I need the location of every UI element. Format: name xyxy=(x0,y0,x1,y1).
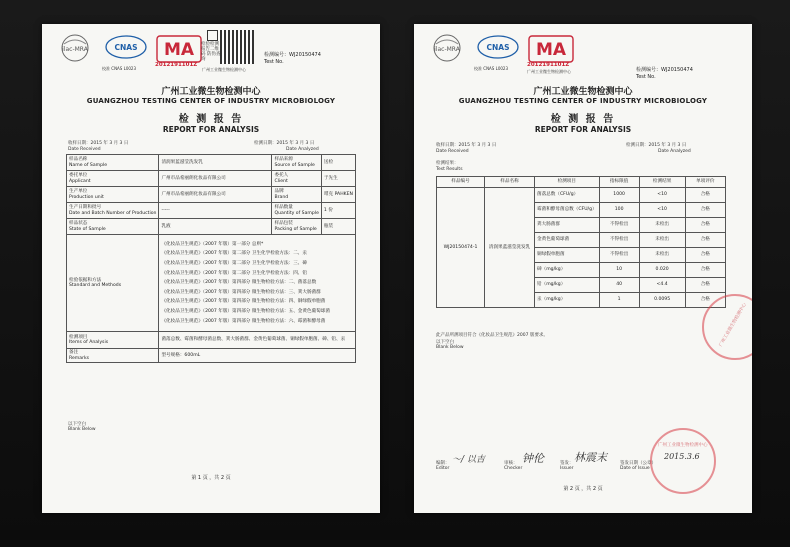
results-row xyxy=(437,188,726,203)
field-label xyxy=(67,187,159,203)
result-limit: 1000 xyxy=(599,188,639,203)
field-label-2-en: Source of Sample xyxy=(274,162,315,168)
field-label-2-cn: 样品包装 xyxy=(274,221,293,227)
blank-below-cn: 以下空白 xyxy=(68,422,86,427)
subtitle-en: REPORT FOR ANALYSIS xyxy=(162,125,260,134)
field-value: 广州市品希丽朗化妆品有限公司 xyxy=(159,187,272,203)
date-received-value: 2015 年 3 月 3 日 xyxy=(90,141,129,146)
results-header-cell: 指标限值 xyxy=(599,177,639,188)
result-eval: 合格 xyxy=(685,248,725,263)
date-analyzed-label: 检测日期： xyxy=(626,143,649,148)
result-item: 金黄色葡萄球菌 xyxy=(535,233,600,248)
report-page-2 xyxy=(414,24,752,513)
result-limit: 不得检出 xyxy=(599,233,639,248)
blank-below-en: Blank Below xyxy=(436,345,464,350)
qr-code xyxy=(220,30,254,64)
result-item: 铅（mg/kg） xyxy=(535,278,600,293)
date-analyzed-value: 2015 年 3 月 3 日 xyxy=(276,141,315,146)
field-value: 乳液 xyxy=(159,219,272,235)
sample-info-table xyxy=(66,154,356,363)
standards-list xyxy=(159,235,356,332)
report-number: WJ20150474 xyxy=(289,52,321,58)
standard-item: 《化妆品卫生规范》（2007 年版）第四部分 微生物检验方法：三、粪大肠菌群 xyxy=(161,289,321,295)
official-seal-text: 广州工业微生物检测中心 xyxy=(658,443,708,448)
result-limit: 不得检出 xyxy=(599,248,639,263)
result-item: 铜绿假单胞菌 xyxy=(535,248,600,263)
field-label-2-cn: 样品数量 xyxy=(274,205,293,211)
date-received-label: 收样日期： xyxy=(436,143,459,148)
standard-item: 《化妆品卫生规范》（2007 年版）第四部分 微生物检验方法：二、菌落总数 xyxy=(161,280,317,286)
result-result: 0.0095 xyxy=(639,293,685,308)
date-received-en: Date Received xyxy=(436,149,469,154)
result-result: 0.020 xyxy=(639,263,685,278)
issuer-label-cn: 签发： xyxy=(560,461,574,466)
field-label-2-cn: 样品来源 xyxy=(274,157,293,163)
date-analyzed-label: 检测日期： xyxy=(254,141,277,146)
checker-signature: 钟伦 xyxy=(522,452,544,465)
title-en: GUANGZHOU TESTING CENTER OF INDUSTRY MICROBIOLOGY xyxy=(86,97,336,105)
field-label-2 xyxy=(272,219,321,235)
cnas-logo xyxy=(476,34,520,64)
cnas-logo-text: CNAS xyxy=(114,43,138,52)
ma-caption: 广州工业微生物检测中心 xyxy=(527,69,571,74)
field-label-2-en: Brand xyxy=(274,194,289,200)
field-value-2: 瓶装 xyxy=(321,219,355,235)
result-limit: 40 xyxy=(599,278,639,293)
ilac-mra-logo xyxy=(428,34,466,64)
result-item: 菌落总数（CFU/g） xyxy=(535,188,600,203)
result-eval: 合格 xyxy=(685,278,725,293)
remarks-row xyxy=(67,349,356,363)
report-page-1 xyxy=(42,24,380,513)
date-analyzed-value: 2015 年 3 月 3 日 xyxy=(648,143,687,148)
standard-item: 《化妆品卫生规范》（2007 年版）第四部分 微生物检验方法：四、铜绿假单胞菌 xyxy=(161,299,326,305)
items-value: 菌落总数、霉菌和酵母菌总数、粪大肠菌群、金黄色葡萄球菌、铜绿假单胞菌、砷、铅、汞 xyxy=(159,332,356,349)
result-result: 未检出 xyxy=(639,233,685,248)
ma-number: 2012191101Z xyxy=(527,62,570,68)
field-label-2-en: Client xyxy=(274,178,288,184)
page-footer: 第 1 页 ，共 2 页 xyxy=(191,475,231,481)
sample-number: WJ20150474-1 xyxy=(437,188,485,308)
standard-item: 《化妆品卫生规范》（2007 年版）第一部分 总则* xyxy=(161,241,264,247)
field-label-2 xyxy=(272,203,321,219)
field-value: 广州市品希丽朗化妆品有限公司 xyxy=(159,171,272,187)
field-label-en: State of Sample xyxy=(69,226,106,232)
results-header-cell: 样品编号 xyxy=(437,177,485,188)
standard-item: 《化妆品卫生规范》（2007 年版）第二部分 卫生化学检验方法：三、砷 xyxy=(161,261,307,267)
editor-signature: 〜/ 以吉 xyxy=(452,455,485,465)
blank-below-cn: 以下空白 xyxy=(436,340,454,345)
result-eval: 合格 xyxy=(685,233,725,248)
ma-logo-text: MA xyxy=(163,40,195,60)
result-result: <4.4 xyxy=(639,278,685,293)
field-value-2: 送检 xyxy=(321,155,355,171)
result-limit: 100 xyxy=(599,203,639,218)
report-number: WJ20150474 xyxy=(661,67,693,73)
sample-info-row xyxy=(67,155,356,171)
items-label-cell xyxy=(67,332,159,349)
test-results-label-en: Test Results xyxy=(436,167,463,172)
field-label xyxy=(67,219,159,235)
field-label-en: Applicant xyxy=(69,178,91,184)
field-label xyxy=(67,171,159,187)
field-label-2 xyxy=(272,171,321,187)
cnas-caption: 校准 CNAS L0023 xyxy=(102,66,137,71)
field-value-2: 于先生 xyxy=(321,171,355,187)
result-limit: 10 xyxy=(599,263,639,278)
date-analyzed-en: Date Analyzed xyxy=(286,147,319,152)
field-label-cn: 生产单位 xyxy=(69,189,88,195)
remarks-value: 型号规格：600mL xyxy=(159,349,356,363)
subtitle-cn: 检 测 报 告 xyxy=(178,114,244,125)
result-item: 汞（mg/kg） xyxy=(535,293,600,308)
test-results-label-cn: 检测结果： xyxy=(436,161,459,166)
field-label-cn: 样品名称 xyxy=(69,157,88,163)
field-label-2-en: Packing of Sample xyxy=(274,226,317,232)
date-analyzed xyxy=(254,140,314,146)
standards-label-cell xyxy=(67,235,159,332)
field-label-2-en: Quantity of Sample xyxy=(274,210,319,216)
standard-item: 《化妆品卫生规范》（2007 年版）第二部分 卫生化学检验方法：二、汞 xyxy=(161,251,307,257)
result-result: <10 xyxy=(639,203,685,218)
standards-label-cn: 检验依据和方法 xyxy=(69,277,102,283)
official-seal-side-text: 广州工业微生物检测中心 xyxy=(718,302,748,348)
title-en: GUANGZHOU TESTING CENTER OF INDUSTRY MICROBIOLOGY xyxy=(458,97,708,105)
remarks-label-en: Remarks xyxy=(69,355,90,361)
items-row xyxy=(67,332,356,349)
field-value-2: 1 份 xyxy=(321,203,355,219)
title-cn: 广州工业微生物检测中心 xyxy=(533,87,633,97)
ilac-mra-logo xyxy=(56,34,94,64)
ma-number: 2012191101Z xyxy=(155,62,198,68)
field-label xyxy=(67,155,159,171)
results-header-row xyxy=(437,177,726,188)
subtitle-en: REPORT FOR ANALYSIS xyxy=(534,125,632,134)
field-label-cn: 委托单位 xyxy=(69,173,88,179)
result-eval: 合格 xyxy=(685,218,725,233)
checker-label-cn: 审核： xyxy=(504,461,518,466)
results-header-cell: 检测项目 xyxy=(535,177,600,188)
field-label xyxy=(67,203,159,219)
field-label-2-cn: 品牌 xyxy=(274,189,284,195)
field-value-2: 啡克 PAHKEN xyxy=(321,187,355,203)
date-received-label: 收样日期： xyxy=(68,141,91,146)
title-cn: 广州工业微生物检测中心 xyxy=(161,87,261,97)
field-label-2 xyxy=(272,187,321,203)
ma-logo-text: MA xyxy=(535,40,567,60)
date-analyzed-en: Date Analyzed xyxy=(658,149,691,154)
result-limit: 不得检出 xyxy=(599,218,639,233)
issuer-label-en: Issuer xyxy=(560,466,574,471)
blank-below-en: Blank Below xyxy=(68,427,96,432)
items-label-en: Items of Analysis xyxy=(69,340,109,345)
remarks-label-cell xyxy=(67,349,159,363)
cnas-caption: 校准 CNAS L0023 xyxy=(474,66,509,71)
issue-date-label-cn: 签发日期（公章） xyxy=(620,461,656,466)
report-number-label xyxy=(264,51,321,58)
test-no-label: Test No. xyxy=(636,74,656,80)
result-eval: 合格 xyxy=(685,263,725,278)
subtitle-cn: 检 测 报 告 xyxy=(550,114,616,125)
sample-info-row xyxy=(67,187,356,203)
ilac-logo-text: ilac-MRA xyxy=(62,46,88,53)
sample-info-row xyxy=(67,171,356,187)
report-number-label xyxy=(636,66,693,73)
items-label-cn: 检测项目 xyxy=(69,334,88,340)
issuer-signature: 林震末 xyxy=(574,451,607,464)
editor-label-en: Editor xyxy=(436,466,450,471)
field-label-2-cn: 委托人 xyxy=(274,173,289,179)
issue-date: 2015.3.6 xyxy=(664,452,700,461)
editor-label-cn: 编制： xyxy=(436,461,450,466)
field-label-2 xyxy=(272,155,321,171)
field-label-en: Name of Sample xyxy=(69,162,108,168)
field-label-cn: 样品状态 xyxy=(69,221,88,227)
checker-label-en: Checker xyxy=(504,466,523,471)
result-limit: 1 xyxy=(599,293,639,308)
result-item: 砷（mg/kg） xyxy=(535,263,600,278)
results-header-cell: 检测结果 xyxy=(639,177,685,188)
standard-item: 《化妆品卫生规范》（2007 年版）第四部分 微生物检验方法：六、霉菌和酵母菌 xyxy=(161,318,326,324)
result-eval: 合格 xyxy=(685,188,725,203)
sample-info-row xyxy=(67,203,356,219)
report-number-label-cn: 检测编号： xyxy=(636,67,662,73)
results-header-cell: 单项评价 xyxy=(685,177,725,188)
standard-item: 《化妆品卫生规范》（2007 年版）第四部分 微生物检验方法：五、金黄色葡萄球菌 xyxy=(161,308,330,314)
conclusion: 此产品所测项目符合《化妆品卫生规范》2007 版要求。 xyxy=(436,333,548,338)
test-no-label: Test No. xyxy=(264,59,284,65)
field-value: 清润果蓝滋莹洗发乳 xyxy=(159,155,272,171)
date-received xyxy=(436,142,496,148)
ma-logo xyxy=(526,34,576,64)
ilac-logo-text: ilac-MRA xyxy=(434,46,460,53)
date-received xyxy=(68,140,128,146)
test-results-table xyxy=(436,176,726,308)
standards-label-en: Standard and Methods xyxy=(69,283,122,288)
result-result: 未检出 xyxy=(639,218,685,233)
field-label-en: Production unit xyxy=(69,194,104,200)
sample-name: 清润果蓝滋莹洗发乳 xyxy=(485,188,535,308)
sample-info-row xyxy=(67,219,356,235)
page-footer: 第 2 页 ，共 2 页 xyxy=(563,486,603,492)
field-label-cn: 生产日期和批号 xyxy=(69,205,102,211)
result-item: 霉菌和酵母菌总数（CFU/g） xyxy=(535,203,600,218)
date-analyzed xyxy=(626,142,686,148)
ma-caption: 广州工业微生物检测中心 xyxy=(202,67,246,72)
cnas-logo-text: CNAS xyxy=(486,43,510,52)
result-eval: 合格 xyxy=(685,293,725,308)
issue-date-label-en: Date of Issue xyxy=(620,466,650,471)
report-number-label-cn: 检测编号： xyxy=(264,52,290,58)
cnas-logo xyxy=(104,34,148,64)
ma-logo xyxy=(154,34,204,64)
results-header-cell: 样品名称 xyxy=(485,177,535,188)
result-item: 粪大肠菌群 xyxy=(535,218,600,233)
standard-item: 《化妆品卫生规范》（2007 年版）第二部分 卫生化学检验方法：四、铅 xyxy=(161,270,307,276)
remarks-label-cn: 备注 xyxy=(69,350,79,356)
date-received-value: 2015 年 3 月 3 日 xyxy=(458,143,497,148)
result-eval: 合格 xyxy=(685,203,725,218)
result-result: <10 xyxy=(639,188,685,203)
field-value: ----- xyxy=(159,203,272,219)
date-received-en: Date Received xyxy=(68,147,101,152)
result-result: 未检出 xyxy=(639,248,685,263)
qr-frame xyxy=(207,30,218,41)
field-label-en: Date and Batch Number of Production xyxy=(69,210,157,216)
standards-row xyxy=(67,235,356,332)
qr-caption: 检验检测 报告二维码 防伪查询 xyxy=(201,42,221,62)
